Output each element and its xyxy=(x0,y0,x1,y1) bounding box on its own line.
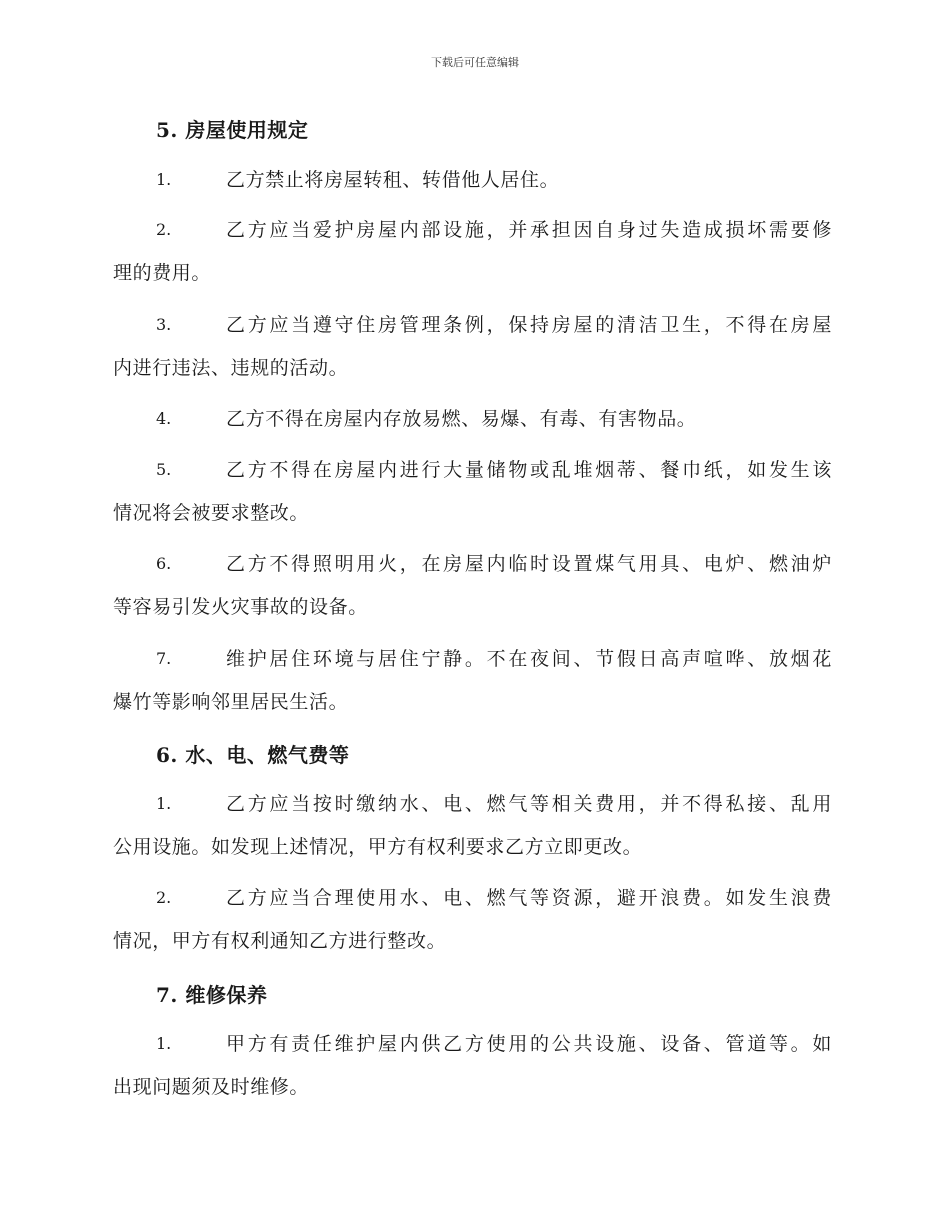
section-title: 5. 房屋使用规定 xyxy=(156,118,309,142)
item-text: 乙方应当爱护房屋内部设施，并承担因自身过失造成损坏需要修 xyxy=(226,219,832,241)
item-text-continued: 公用设施。如发现上述情况，甲方有权利要求乙方立即更改。 xyxy=(113,836,643,858)
item-number: 6. xyxy=(156,554,172,573)
item-number: 1. xyxy=(156,794,172,813)
item-number: 2. xyxy=(156,888,172,907)
item-text: 甲方有责任维护屋内供乙方使用的公共设施、设备、管道等。如 xyxy=(226,1033,832,1055)
item-number: 4. xyxy=(156,409,172,428)
item-text: 乙方应当合理使用水、电、燃气等资源，避开浪费。如发生浪费 xyxy=(226,887,832,909)
item-text: 乙方不得在房屋内存放易燃、易爆、有毒、有害物品。 xyxy=(226,408,697,430)
item-number: 5. xyxy=(156,460,172,479)
item-number: 2. xyxy=(156,220,172,239)
item-number: 3. xyxy=(156,315,172,334)
item-text: 乙方应当按时缴纳水、电、燃气等相关费用，并不得私接、乱用 xyxy=(226,793,832,815)
item-number: 7. xyxy=(156,649,172,668)
item-text-continued: 内进行违法、违规的活动。 xyxy=(113,357,349,379)
section-title: 7. 维修保养 xyxy=(156,983,268,1007)
page-header: 下载后可任意编辑 xyxy=(431,56,519,69)
item-text-continued: 出现问题须及时维修。 xyxy=(113,1076,310,1098)
item-text: 乙方不得照明用火，在房屋内临时设置煤气用具、电炉、燃油炉 xyxy=(226,553,832,575)
item-number: 1. xyxy=(156,1034,172,1053)
item-text-continued: 等容易引发火灾事故的设备。 xyxy=(113,596,368,618)
item-text-continued: 情况，甲方有权利通知乙方进行整改。 xyxy=(113,930,447,952)
section-title: 6. 水、电、燃气费等 xyxy=(156,743,350,767)
item-text: 乙方应当遵守住房管理条例，保持房屋的清洁卫生，不得在房屋 xyxy=(226,314,832,336)
item-text: 乙方不得在房屋内进行大量储物或乱堆烟蒂、餐巾纸，如发生该 xyxy=(226,459,832,481)
item-text-continued: 情况将会被要求整改。 xyxy=(113,502,310,524)
item-text-continued: 爆竹等影响邻里居民生活。 xyxy=(113,691,349,713)
item-text: 维护居住环境与居住宁静。不在夜间、节假日高声喧哗、放烟花 xyxy=(226,648,832,670)
item-text: 乙方禁止将房屋转租、转借他人居住。 xyxy=(226,169,560,191)
item-text-continued: 理的费用。 xyxy=(113,262,212,284)
item-number: 1. xyxy=(156,170,172,189)
